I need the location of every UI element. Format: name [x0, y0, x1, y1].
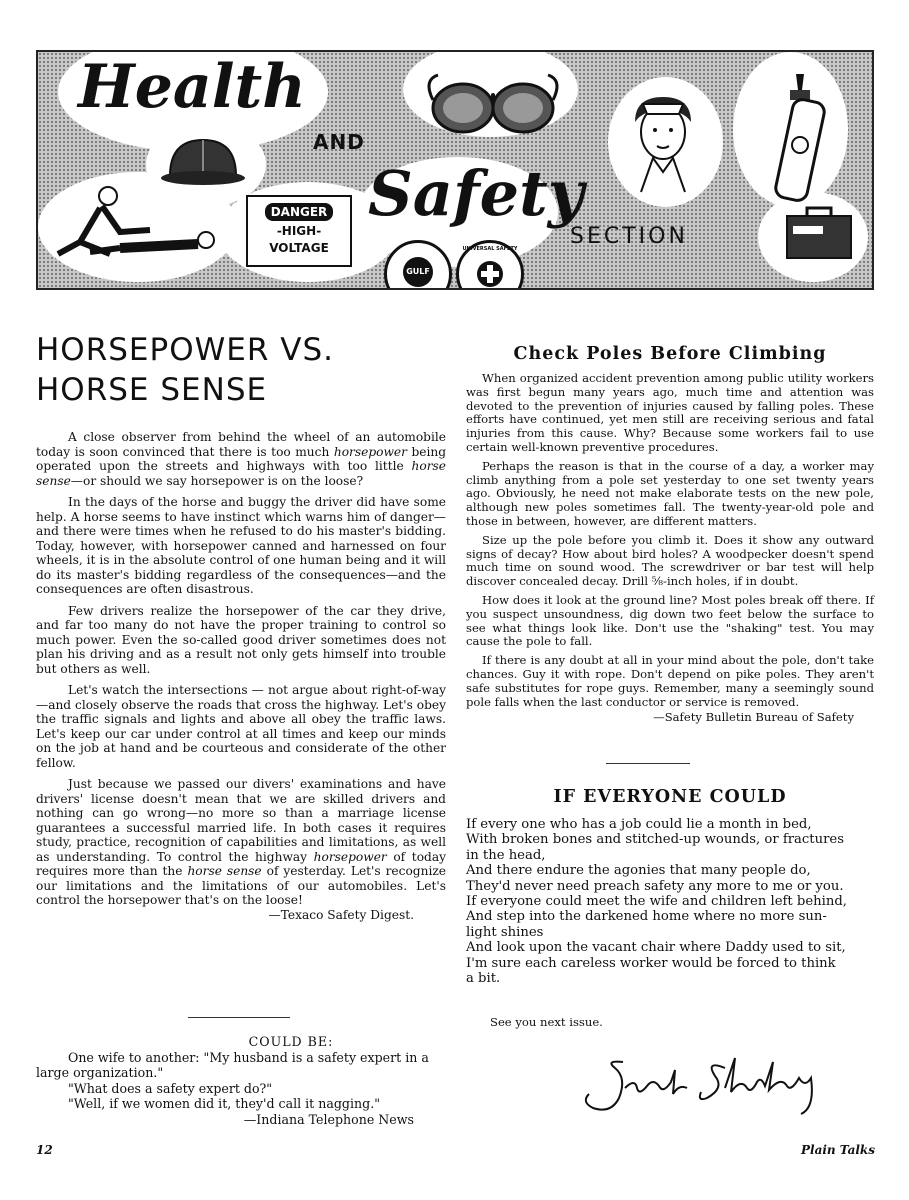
attribution-texaco: —Texaco Safety Digest.	[268, 907, 414, 922]
danger-sign-line2: -HIGH-	[276, 224, 322, 238]
poem-line: light shines	[466, 924, 544, 940]
text: of today requires more than the	[36, 849, 446, 878]
italic-text: horsepower	[313, 849, 387, 864]
text: Just because we passed our divers' examinations and have drivers' license doesn't mean that we are skilled drivers and nothing can go wrong—no more so than a marriage license guarantees a successful married life. In both cases it requires study, practice, recognition of capabilities and limitations, as well as understanding. To control the highway	[36, 777, 446, 864]
first-aid-figures-icon	[50, 182, 230, 267]
article-title-check-poles: Check Poles Before Climbing	[513, 344, 827, 364]
universal-safety-label: UNIVERSAL SAFETY	[462, 246, 518, 252]
poem-body	[466, 817, 886, 986]
paragraph: In the days of the horse and buggy the driver did have some help. A horse seems to have instinct which warns him of danger—and there were times when he refused to do his master's bidding. Today, however, with horsepower canned and harnessed on four wheels, it is in the absolute control of one human being and it will do its master's bidding regardless of the consequences—and the consequences are often disastrous.	[36, 495, 446, 596]
article-title-line1: HORSEPOWER VS.	[36, 332, 334, 368]
divider	[188, 1017, 290, 1018]
poem-line: If every one who has a job could lie a month in bed,	[466, 817, 812, 832]
text: —or should we say horsepower is on the loose?	[70, 473, 364, 488]
italic-text: horse sense	[187, 864, 262, 878]
universal-safety-seal	[456, 240, 524, 290]
paragraph: When organized accident prevention among public utility workers was first begun many years ago, much time and attention was devoted to the prevention of injuries caused by falling poles. These efforts have continued, yet men still are receiving serious and fatal injuries from this cause. Why? Because some workers fail to use certain well-known preventive procedures.	[466, 371, 874, 454]
divider	[606, 763, 690, 764]
could-be-line3: "Well, if we women did it, they'd call it nagging."	[68, 1096, 380, 1111]
paragraph	[36, 430, 446, 488]
danger-sign-line3: VOLTAGE	[269, 241, 329, 255]
paragraph: How does it look at the ground line? Most poles break off there. If you suspect unsoundness, dig down two feet below the surface to see what things look like. Don't use the "shaking" test. You may cause the pole to fall.	[466, 592, 874, 649]
could-be-line2: "What does a safety expert do?"	[68, 1080, 273, 1096]
article-horsepower-body	[36, 430, 446, 929]
handwritten-signature	[575, 1048, 845, 1118]
paragraph: Size up the pole before you climb it. Does it show any outward signs of decay? How about bird holes? A woodpecker doesn't spend much time on sound wood. The screwdriver or bar test will help discover concealed decay. Drill ⅝-inch holes, if in doubt.	[466, 532, 874, 589]
could-be-line1: One wife to another: "My husband is a safety expert in a large organization."	[36, 1049, 429, 1080]
paragraph: Perhaps the reason is that in the course of a day, a worker may climb anything from a pole set yesterday to one set twenty years ago. Obviously, he need not make elaborate tests on the new pole, although new poles sometimes fall. The twenty-year-old pole and those in between, however, are different matters.	[466, 458, 874, 528]
text: being operated upon the streets and highways with too little	[36, 444, 447, 473]
paragraph: If there is any doubt at all in your mind about the pole, don't take chances. Guy it with rope. Don't depend on pike poles. They aren't safe substitutes for rope guys. Remember, many a seemingly sound pole falls when the last conductor or service is removed.	[466, 653, 874, 709]
magazine-name: Plain Talks	[800, 1143, 875, 1157]
italic-text: horse sense	[36, 459, 446, 488]
gulf-seal-label: GULF	[403, 257, 433, 287]
article-check-poles-body	[466, 372, 874, 730]
health-safety-banner	[36, 50, 874, 290]
poem-line: With broken bones and stitched-up wounds, or fractures	[466, 832, 844, 848]
poem-line: I'm sure each careless worker would be forced to think	[466, 955, 836, 971]
danger-sign-line1: DANGER	[265, 203, 334, 221]
banner-section-label: SECTION	[570, 224, 688, 249]
poem-line: And look upon the vacant chair where Daddy used to sit,	[466, 940, 846, 956]
poem-title: IF EVERYONE COULD	[553, 787, 787, 807]
page-number: 12	[36, 1143, 53, 1157]
paragraph: Few drivers realize the horsepower of the car they drive, and far too many do not have the proper training to control so much power. Even the so-called good driver sometimes does not plan his driving and as a result not only gets himself into trouble but others as well.	[36, 603, 446, 676]
could-be-joke	[36, 1034, 446, 1127]
text: of yesterday. Let's recognize our limitations and the limitations of our automobiles. Let's control the horsepower that's on the loose!	[36, 864, 446, 907]
poem-line: And step into the darkened home where no more sun-	[466, 909, 827, 925]
banner-safety-title: Safety	[368, 157, 584, 230]
banner-and: AND	[313, 130, 365, 154]
article-title-horsepower	[36, 330, 334, 410]
poem-line: a bit.	[466, 971, 501, 987]
red-cross-icon	[477, 261, 503, 287]
poem-line: in the head,	[466, 847, 546, 863]
poem-line: They'd never need preach safety any more to me or you.	[466, 878, 844, 894]
banner-health-title: Health	[78, 52, 306, 122]
italic-text: horsepower	[333, 444, 407, 459]
danger-high-voltage-sign	[246, 195, 352, 267]
text: A close observer from behind the wheel of an automobile today is soon convinced that there is too much	[36, 430, 446, 459]
attribution-indiana: —Indiana Telephone News	[243, 1111, 414, 1127]
paragraph	[36, 777, 446, 908]
paragraph: Let's watch the intersections — not argue about right-of-way—and closely observe the roads that cross the highway. Let's obey the traffic signals and lights and above all obey the traffic laws. Let's keep our car under control at all times and keep our minds on the job at hand and be courteous and considerate of the other fellow.	[36, 683, 446, 770]
could-be-title: COULD BE:	[248, 1034, 334, 1049]
article-title-line2: HORSE SENSE	[36, 372, 268, 408]
first-aid-kit-icon	[783, 204, 855, 262]
fire-extinguisher-icon	[768, 70, 828, 210]
goggles-icon	[418, 70, 568, 140]
poem-line: And there endure the agonies that many people do,	[466, 863, 811, 879]
poem-line: If everyone could meet the wife and children left behind,	[466, 894, 847, 910]
see-you-next-issue: See you next issue.	[490, 1015, 603, 1029]
attribution-safety-bulletin: —Safety Bulletin Bureau of Safety	[653, 710, 854, 725]
nurse-portrait-icon	[623, 92, 703, 197]
